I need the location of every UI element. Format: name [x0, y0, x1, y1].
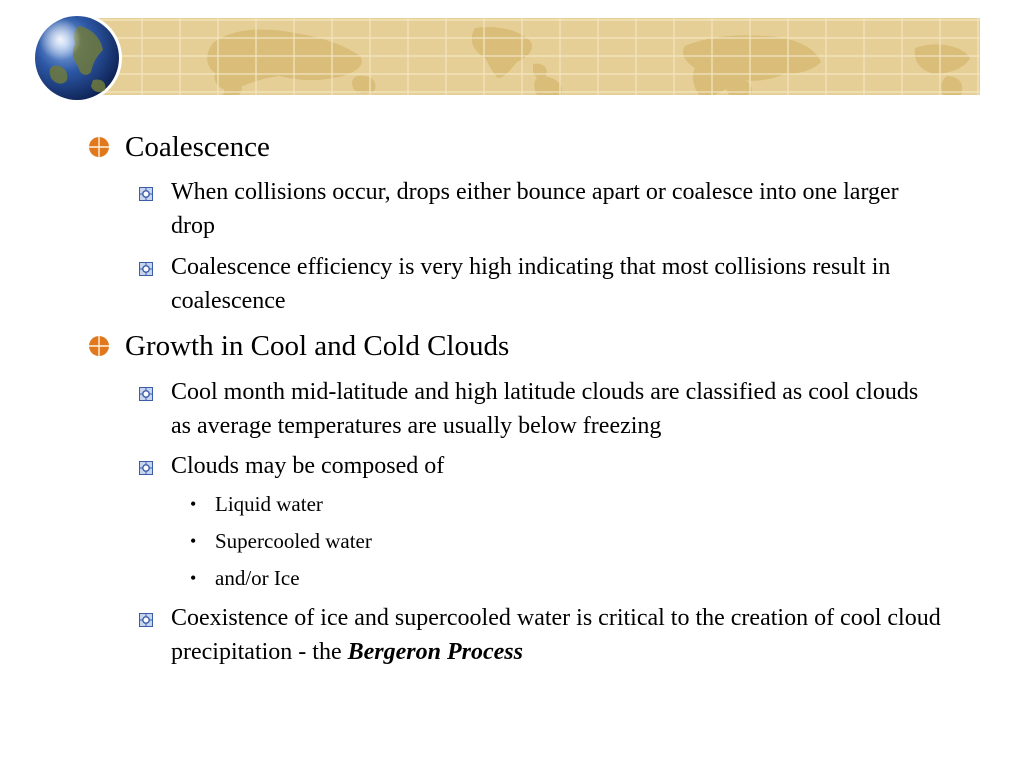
list-item: When collisions occur, drops either bounce apart or coalesce into one larger drop: [171, 179, 899, 239]
list-item: Clouds may be composed of: [171, 453, 445, 479]
square-target-bullet-icon: [139, 461, 153, 475]
square-target-bullet-icon: [139, 262, 153, 276]
sub-list-item: and/or Ice: [215, 566, 300, 590]
square-target-bullet-icon: [139, 613, 153, 627]
list-item-text: Coexistence of ice and supercooled water is critical to the creation of cool cloud precipitation - the: [171, 605, 941, 665]
orange-circle-bullet-icon: [88, 335, 110, 357]
list-item: [171, 601, 941, 669]
list-item: Coalescence efficiency is very high indicating that most collisions result in coalescence: [171, 254, 891, 314]
dot-bullet: •: [190, 494, 197, 514]
square-target-bullet-icon: [139, 387, 153, 401]
sub-list-item: Liquid water: [215, 492, 323, 516]
section-heading-coalescence: Coalescence: [125, 131, 270, 163]
dot-bullet: •: [190, 531, 197, 551]
dot-bullet: •: [190, 568, 197, 588]
sub-list-item: Supercooled water: [215, 529, 372, 553]
section-heading-cool-cold-clouds: Growth in Cool and Cold Clouds: [125, 330, 510, 362]
bergeron-process-term: Bergeron Process: [347, 639, 523, 665]
list-item: Cool month mid-latitude and high latitude clouds are classified as cool clouds as average temperatures are usually below freezing: [171, 379, 919, 439]
square-target-bullet-icon: [139, 187, 153, 201]
orange-circle-bullet-icon: [88, 136, 110, 158]
